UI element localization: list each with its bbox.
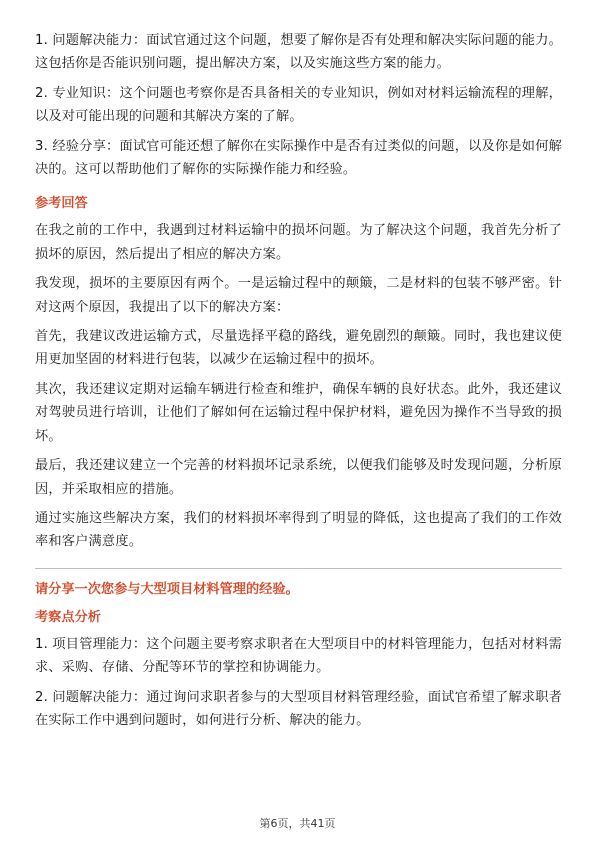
answer-paragraph-2: 我发现，损坏的主要原因有两个。一是运输过程中的颠簸，二是材料的包装不够严密。针对这两个原因，我提出了以下的解决方案： [35,276,562,315]
answer-body [35,219,562,553]
intro-points [35,29,562,181]
answer-paragraph-1: 在我之前的工作中，我遇到过材料运输中的损坏问题。为了解决这个问题，我首先分析了损坏的原因，然后提出了相应的解决方案。 [35,223,562,262]
analysis-label: 考察点分析 [35,609,101,625]
intro-point-3: 3. 经验分享：面试官可能还想了解你在实际操作中是否有过类似的问题，以及你是如何解决的。这可以帮助他们了解你的实际操作能力和经验。 [35,138,562,178]
answer-paragraph-6: 通过实施这些解决方案，我们的材料损坏率得到了明显的降低，这也提高了我们的工作效率和客户满意度。 [35,510,562,550]
analysis-point-2: 2. 问题解决能力：通过询问求职者参与的大型项目材料管理经验，面试官希望了解求职者在实际工作中遇到问题时，如何进行分析、解决的能力。 [35,689,562,728]
document-page [35,29,562,738]
answer-paragraph-4: 其次，我还建议定期对运输车辆进行检查和维护，确保车辆的良好状态。此外，我还建议对驾驶员进行培训，让他们了解如何在运输过程中保护材料，避免因为操作不当导致的损坏。 [35,381,562,444]
intro-point-1: 1. 问题解决能力：面试官通过这个问题，想要了解你是否有处理和解决实际问题的能力。这包括你是否能识别问题，提出解决方案，以及实施这些方案的能力。 [35,33,562,72]
analysis-point-1: 1. 项目管理能力：这个问题主要考察求职者在大型项目中的材料管理能力，包括对材料需求、采购、存储、分配等环节的掌控和协调能力。 [35,636,562,676]
answer-label: 参考回答 [35,196,88,212]
answer-paragraph-5: 最后，我还建议建立一个完善的材料损坏记录系统，以便我们能够及时发现问题，分析原因，并采取相应的措施。 [35,458,562,497]
section-divider [35,568,562,569]
answer-paragraph-3: 首先，我建议改进运输方式，尽量选择平稳的路线，避免剧烈的颠簸。同时，我也建议使用更加坚固的材料进行包装，以减少在运输过程中的损坏。 [35,329,562,368]
page-footer: 第6页，共41页 [259,817,336,830]
question-heading: 请分享一次您参与大型项目材料管理的经验。 [35,581,299,597]
analysis-body [35,633,562,733]
intro-point-2: 2. 专业知识：这个问题也考察你是否具备相关的专业知识，例如对材料运输流程的理解，以及对可能出现的问题和其解决方案的了解。 [35,85,562,125]
